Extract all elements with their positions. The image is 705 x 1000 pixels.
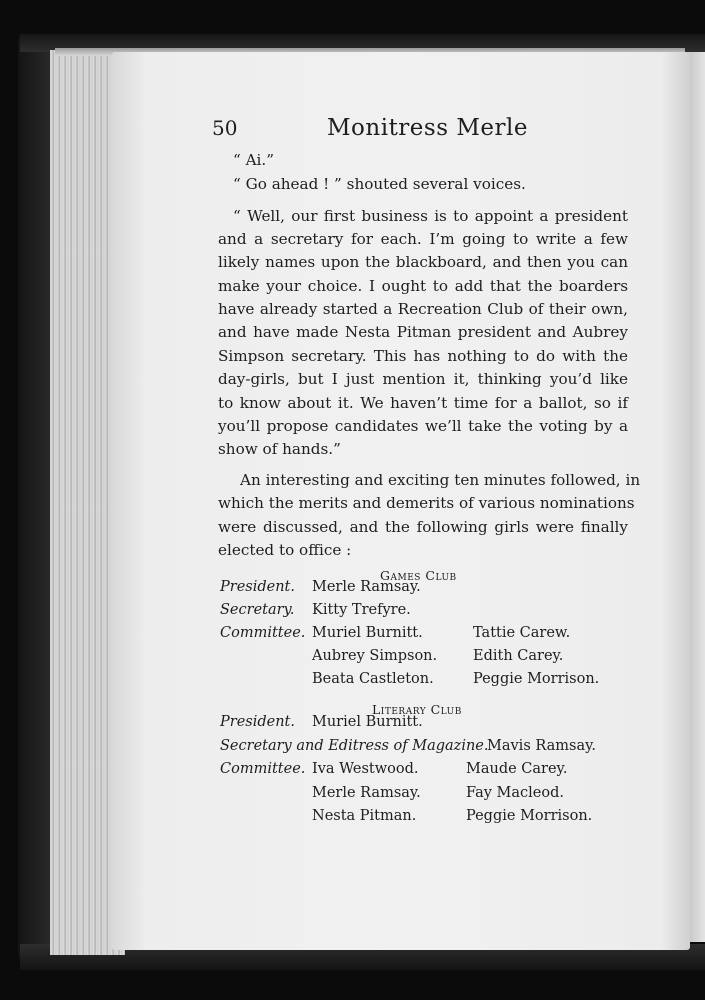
paragraph-line: were discussed, and the following girls were finally [218, 518, 628, 536]
literary-committee-member: Peggie Morrison. [466, 808, 593, 824]
paragraph-line: “ Well, our first business is to appoint a president [233, 207, 628, 225]
games-committee-member: Edith Carey. [473, 648, 564, 664]
literary-secretary-label: Secretary and Editress of Magazine. [220, 738, 489, 754]
games-committee-member: Beata Castleton. [312, 671, 434, 687]
running-title: Monitress Merle [327, 115, 528, 141]
literary-committee-label: Committee. [220, 761, 306, 777]
paragraph-line: likely names upon the blackboard, and then you can [218, 253, 628, 271]
paragraph-line: elected to office : [218, 541, 352, 559]
paragraph-line: and have made Nesta Pitman president and Aubrey [218, 323, 628, 341]
paragraph-line: Simpson secretary. This has nothing to do with the [218, 347, 628, 365]
literary-club-heading: Literary Club [372, 702, 462, 717]
literary-committee-member: Nesta Pitman. [312, 808, 417, 824]
paragraph-line: and a secretary for each. I’m going to write a few [218, 230, 628, 248]
paragraph-line: day-girls, but I just mention it, thinking you’d like [218, 370, 628, 388]
literary-committee-member: Maude Carey. [466, 761, 568, 777]
literary-secretary-name: Mavis Ramsay. [487, 738, 596, 754]
literary-president-name: Muriel Burnitt. [312, 714, 423, 730]
games-club-heading: Games Club [380, 568, 457, 583]
games-committee-label: Committee. [220, 625, 306, 641]
games-secretary-label: Secretary. [220, 602, 295, 618]
paragraph-line: An interesting and exciting ten minutes followed, in [240, 471, 641, 489]
literary-committee-member: Fay Macleod. [466, 785, 564, 801]
paragraph-line: make your choice. I ought to add that the boarders [218, 277, 628, 295]
games-committee-member: Tattie Carew. [473, 625, 571, 641]
literary-committee-member: Merle Ramsay. [312, 785, 421, 801]
games-committee-member: Peggie Morrison. [473, 671, 600, 687]
games-committee-member: Aubrey Simpson. [312, 648, 438, 664]
games-committee-member: Muriel Burnitt. [312, 625, 423, 641]
games-president-name: Merle Ramsay. [312, 579, 421, 595]
paragraph-line: “ Go ahead ! ” shouted several voices. [233, 175, 526, 193]
page-number: 50 [212, 116, 238, 140]
paragraph-line: you’ll propose candidates we’ll take the voting by a [218, 417, 628, 435]
paragraph-line: show of hands.” [218, 440, 341, 458]
paragraph-line: which the merits and demerits of various nominations [218, 494, 635, 512]
paragraph-line: “ Ai.” [233, 151, 275, 169]
literary-committee-member: Iva Westwood. [312, 761, 419, 777]
literary-president-label: President. [220, 714, 295, 730]
paragraph-line: have already started a Recreation Club of their own, [218, 300, 628, 318]
paragraph-line: to know about it. We haven’t time for a ballot, so if [218, 394, 628, 412]
games-secretary-name: Kitty Trefyre. [312, 602, 411, 618]
games-president-label: President. [220, 579, 295, 595]
